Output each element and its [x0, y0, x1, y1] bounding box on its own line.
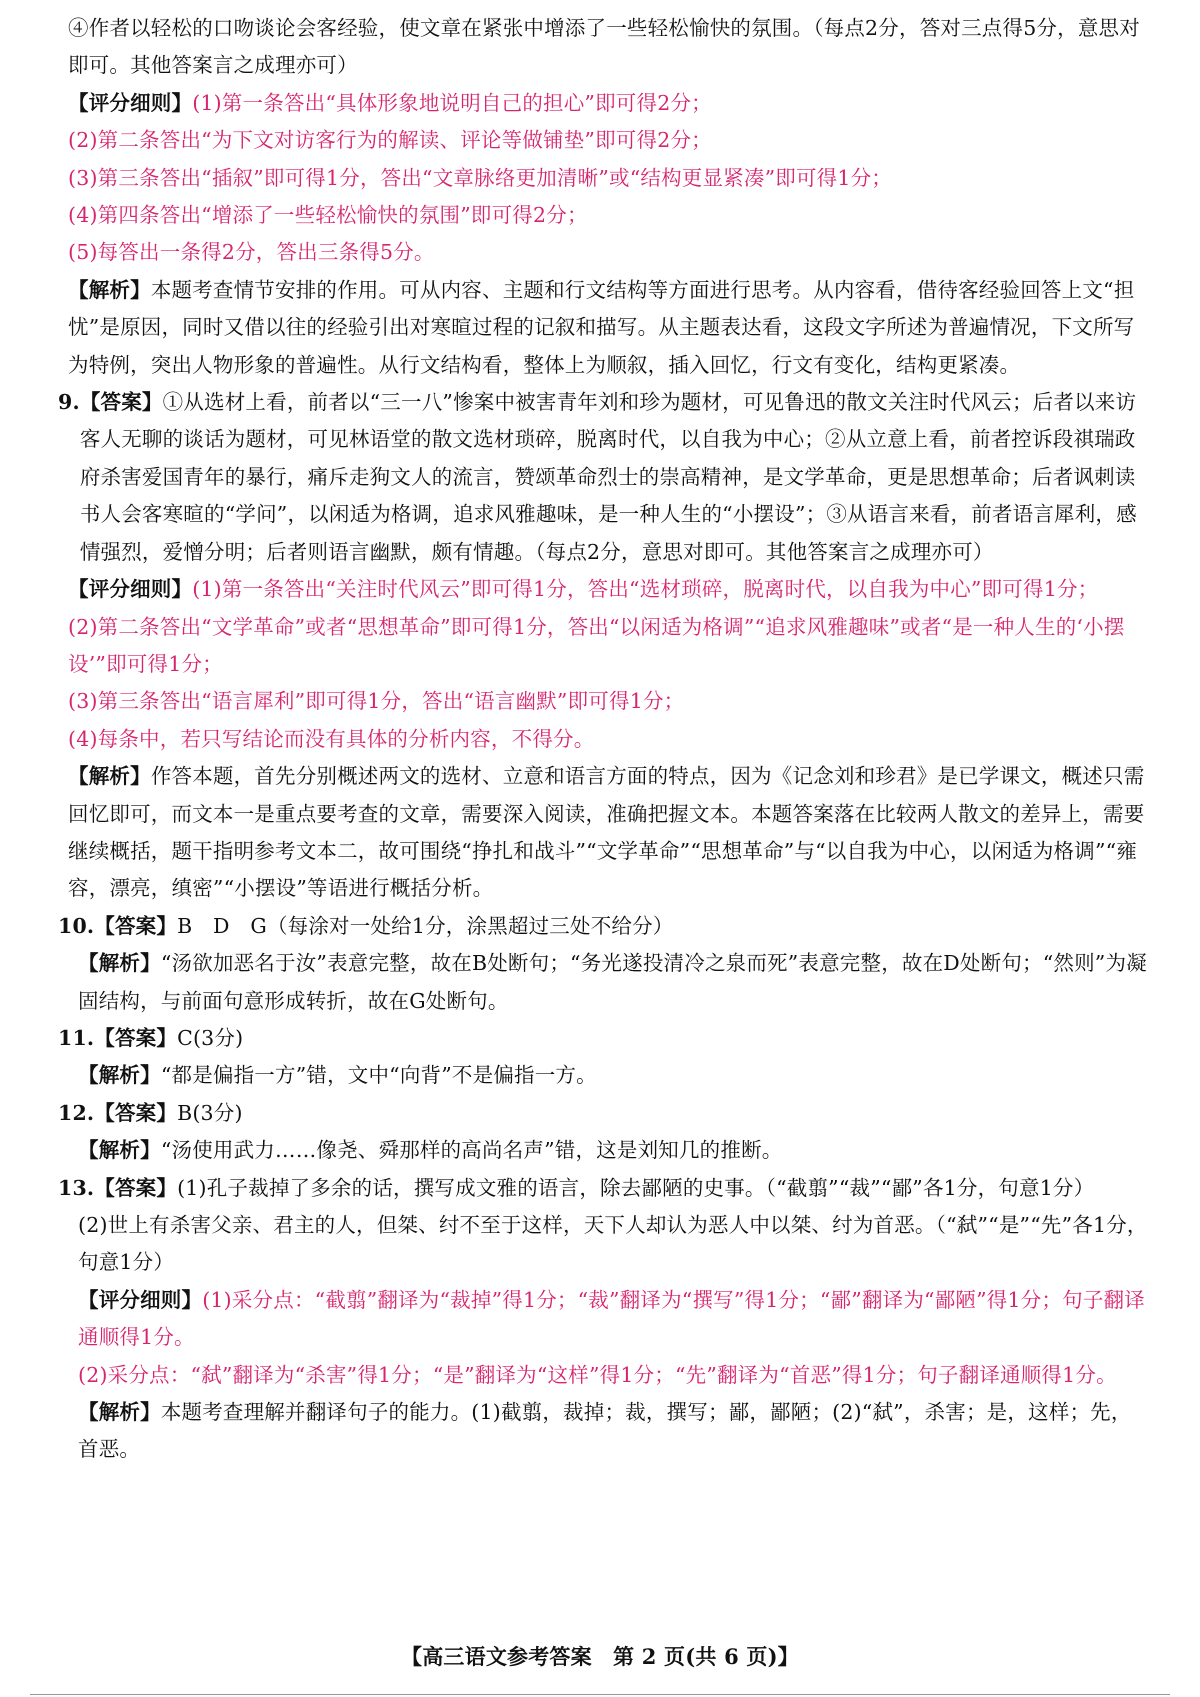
q9-analysis [68, 758, 1148, 908]
q13-block [58, 1170, 1148, 1207]
q10-block [58, 908, 1148, 945]
analysis-text: “汤欲加恶名于汝”表意完整，故在B处断句；“务光遂投清冷之泉而死”表意完整，故在D处断句；“然则”为凝固结构，与前面句意形成转折，故在G处断句。 [78, 951, 1147, 1013]
page-footer: 【高三语文参考答案 第 2 页(共 6 页)】 [401, 1644, 799, 1669]
answer-tag: 【答案】 [94, 1025, 178, 1050]
rubric-line: (1)第一条答出“关注时代风云”即可得1分，答出“选材琐碎，脱离时代，以自我为中心”即可得1分； [192, 577, 1099, 602]
page-content [58, 10, 1148, 1469]
analysis-tag: 【解析】 [68, 764, 151, 789]
q12-analysis [68, 1132, 1148, 1169]
answer-tag: 【答案】 [94, 1100, 178, 1125]
q9-rubric-3: (3)第三条答出“语言犀利”即可得1分，答出“语言幽默”即可得1分； [68, 689, 685, 714]
q8-rubric-3: (3)第三条答出“插叙”即可得1分，答出“文章脉络更加清晰”或“结构更显紧凑”即可得1分； [68, 165, 893, 190]
answer-tag: 【答案】 [79, 390, 163, 415]
q8-analysis [68, 272, 1148, 384]
q11-analysis [68, 1057, 1148, 1094]
answer-text: ①从选材上看，前者以“三一八”惨案中被害青年刘和珍为题材，可见鲁迅的散文关注时代风云；后者以来访客人无聊的谈话为题材，可见林语堂的散文选材琐碎，脱离时代，以自我为中心；②从立意上看，前者控诉段祺瑞政府杀害爱国青年的暴行，痛斥走狗文人的流言，赞颂革命烈士的崇高精神，是文学革命，更是思想革命；后者讽刺读书人会客寒暄的“学问”，以闲适为格调，追求风雅趣味，是一种人生的“小摆设”；③从语言来看，前者语言犀利，感情强烈，爱憎分明；后者则语言幽默，颇有情趣。（每点2分，意思对即可。其他答案言之成理亦可） [79, 390, 1137, 564]
question-number: 12. [58, 1100, 95, 1125]
analysis-text: 本题考查情节安排的作用。可从内容、主题和行文结构等方面进行思考。从内容看，借待客经验回答上文“担忧”是原因，同时又借以往的经验引出对寒暄过程的记叙和描写。从主题表达看，这段文字所述为普遍情况，下文所写为特例，突出人物形象的普遍性。从行文结构看，整体上为顺叙，插入回忆，行文有变化，结构更紧凑。 [68, 277, 1135, 377]
rubric-tag: 【评分细则】 [68, 577, 193, 602]
footer-divider [30, 1694, 1170, 1695]
q13-rubric-1 [68, 1282, 1148, 1357]
q11-answer [94, 1020, 1148, 1057]
q8-rubric-4: (4)第四条答出“增添了一些轻松愉快的氛围”即可得2分； [68, 203, 588, 228]
q9-rubric-2: (2)第二条答出“文学革命”或者“思想革命”即可得1分，答出“以闲适为格调”“追求风雅趣味”或者“是一种人生的‘小摆设’”即可得1分； [68, 614, 1125, 676]
q13-answer-1 [94, 1170, 1148, 1207]
q8-point-4: ④作者以轻松的口吻谈论会客经验，使文章在紧张中增添了一些轻松愉快的氛围。（每点2分，答对三点得5分，意思对即可。其他答案言之成理亦可） [68, 16, 1140, 78]
q8-rubric-5: (5)每答出一条得2分，答出三条得5分。 [68, 240, 435, 265]
q9-rubric-4: (4)每条中，若只写结论而没有具体的分析内容，不得分。 [68, 726, 595, 751]
q13-rubric-2: (2)采分点：“弑”翻译为“杀害”得1分；“是”翻译为“这样”得1分；“先”翻译为“首恶”得1分；句子翻译通顺得1分。 [78, 1362, 1117, 1387]
q8-rubric-1 [68, 85, 1148, 122]
question-number: 10. [58, 913, 95, 938]
analysis-tag: 【解析】 [68, 277, 151, 302]
analysis-tag: 【解析】 [78, 1138, 161, 1163]
q10-analysis [68, 945, 1148, 1020]
analysis-text: “都是偏指一方”错，文中“向背”不是偏指一方。 [160, 1063, 597, 1088]
q9-block [58, 384, 1148, 571]
q11-block [58, 1020, 1148, 1057]
answer-text: C(3分) [177, 1025, 244, 1050]
q13-answer-2: (2)世上有杀害父亲、君主的人，但桀、纣不至于这样，天下人却认为恶人中以桀、纣为首恶。（“弑”“是”“先”各1分，句意1分） [78, 1213, 1148, 1275]
q12-block [58, 1095, 1148, 1132]
answer-text: B D G（每涂对一处给1分，涂黑超过三处不给分） [177, 913, 674, 938]
q13-analysis [68, 1394, 1148, 1469]
q8-rubric-2: (2)第二条答出“为下文对访客行为的解读、评论等做铺垫”即可得2分； [68, 128, 712, 153]
answer-text: (1)孔子裁掉了多余的话，撰写成文雅的语言，除去鄙陋的史事。（“截翦”“裁”“鄙”各1分，句意1分） [177, 1175, 1095, 1200]
answer-tag: 【答案】 [94, 913, 178, 938]
answer-text: B(3分) [177, 1100, 243, 1125]
question-number: 11. [58, 1025, 95, 1050]
analysis-text: “汤使用武力……像尧、舜那样的高尚名声”错，这是刘知几的推断。 [160, 1138, 783, 1163]
analysis-tag: 【解析】 [78, 1063, 161, 1088]
analysis-text: 作答本题，首先分别概述两文的选材、立意和语言方面的特点，因为《记念刘和珍君》是已学课文，概述只需回忆即可，而文本一是重点要考查的文章，需要深入阅读，准确把握文本。本题答案落在比较两人散文的差异上，需要继续概括，题干指明参考文本二，故可围绕“挣扎和战斗”“文学革命”“思想革命”与“以自我为中心，以闲适为格调”“雍容，漂亮，缜密”“小摆设”等语进行概括分析。 [68, 764, 1145, 901]
analysis-tag: 【解析】 [78, 951, 161, 976]
rubric-tag: 【评分细则】 [78, 1287, 203, 1312]
q9-answer [80, 384, 1148, 571]
analysis-text: 本题考查理解并翻译句子的能力。(1)截翦，裁掉；裁，撰写；鄙，鄙陋；(2)“弑”，杀害；是，这样；先，首恶。 [78, 1400, 1132, 1462]
question-number: 13. [58, 1175, 95, 1200]
question-number: 9. [58, 390, 80, 415]
q9-rubric-1 [68, 571, 1148, 608]
answer-tag: 【答案】 [94, 1175, 178, 1200]
rubric-line: (1)采分点：“截翦”翻译为“裁掉”得1分；“裁”翻译为“撰写”得1分；“鄙”翻译为“鄙陋”得1分；句子翻译通顺得1分。 [78, 1287, 1145, 1350]
rubric-tag: 【评分细则】 [68, 90, 193, 115]
q12-answer [94, 1095, 1148, 1132]
q10-answer [94, 908, 1148, 945]
analysis-tag: 【解析】 [78, 1400, 161, 1425]
rubric-line: (1)第一条答出“具体形象地说明自己的担心”即可得2分； [192, 90, 712, 115]
